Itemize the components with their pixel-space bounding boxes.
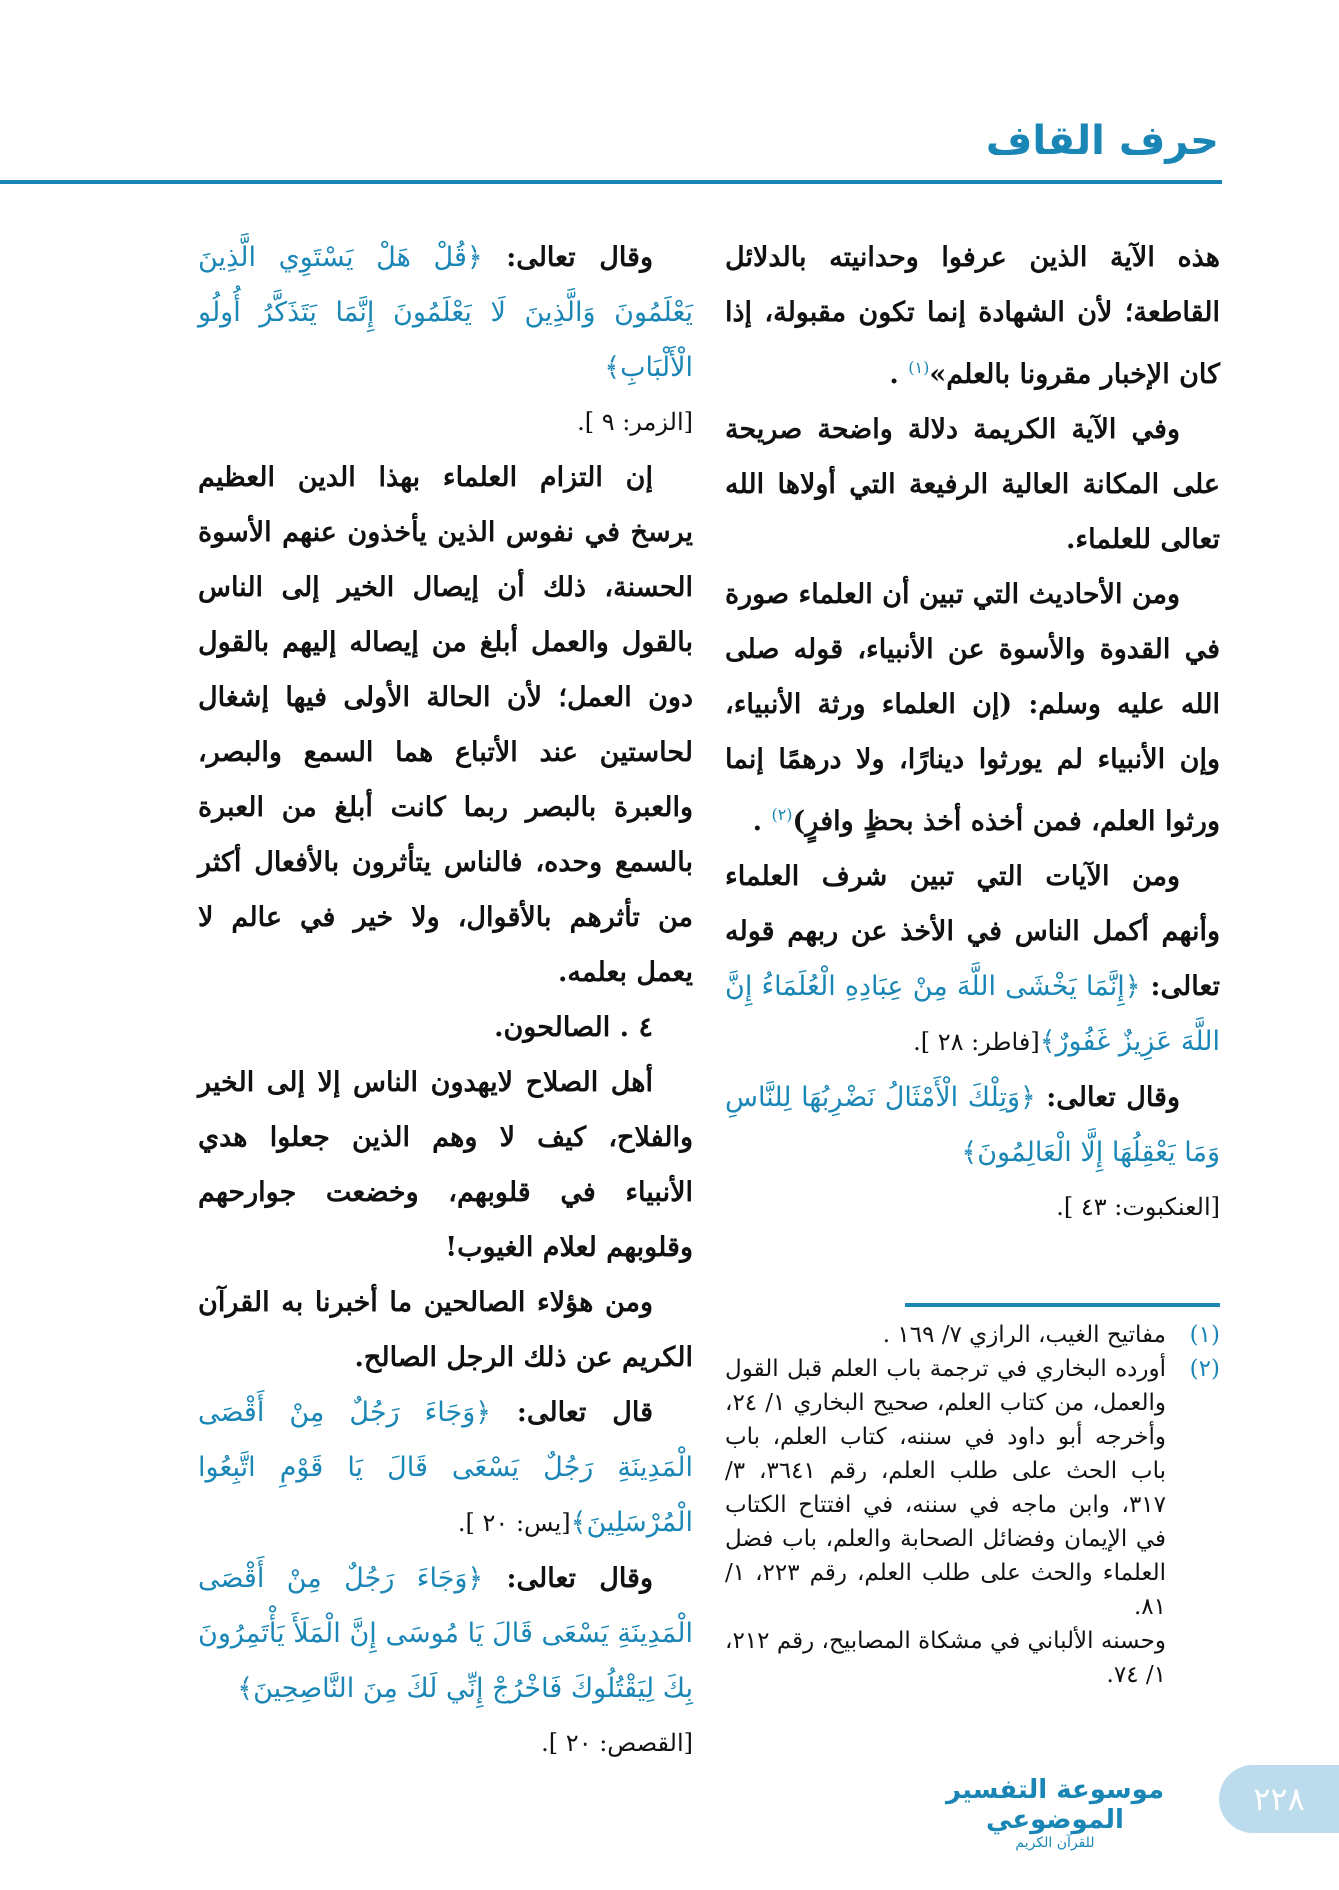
right-column [725, 230, 1220, 1235]
footnote-ref[interactable]: (٢) [771, 805, 793, 824]
quran-verse: ﴿قُلْ هَلْ يَسْتَوِي الَّذِينَ يَعْلَمُونَ وَالَّذِينَ لَا يَعْلَمُونَ إِنَّمَا يَتَذَكَّرُ أُولُو الْأَلْبَابِ﴾ [198, 242, 693, 383]
text: وقال تعالى: [506, 242, 653, 273]
verse-reference: [فاطر: ٢٨ ]. [913, 1028, 1040, 1056]
hadith-text: (إن العلماء ورثة الأنبياء، وإن الأنبياء لم يورثوا دينارًا، ولا درهمًا إنما ورثوا العلم، فمن أخذه أخذ بحظٍ وافرٍ) [725, 689, 1220, 837]
paragraph [198, 1385, 693, 1551]
footnote [725, 1624, 1220, 1692]
footnote-text: مفاتيح الغيب، الرازي ٧/ ١٦٩ . [882, 1322, 1166, 1348]
footnote-text: أورده البخاري في ترجمة باب العلم قبل القول والعمل، من كتاب العلم، صحيح البخاري ١/ ٢٤، وأخرجه أبو داود في سننه، كتاب العلم، باب باب الحث على طلب العلم، رقم ٣٦٤١، ٣/ ٣١٧، وابن ماجه في سننه، في افتتاح الكتاب في الإيمان وفضائل الصحابة والعلم، باب فضل العلماء والحث على طلب العلم، رقم ٢٢٣، ١/ ٨١. [725, 1356, 1166, 1620]
paragraph: أهل الصلاح لايهدون الناس إلا إلى الخير والفلاح، كيف لا وهم الذين جعلوا هدي الأنبياء في قلوبهم، وخضعت جوارحهم وقلوبهم لعلام الغيوب! [198, 1067, 693, 1263]
paragraph [725, 849, 1220, 1070]
text: هذه الآية الذين عرفوا وحدانيته بالدلائل القاطعة؛ لأن الشهادة إنما تكون مقبولة، إذا كان الإخبار مقرونا بالعلم» [725, 242, 1220, 390]
verse-reference: [يس: ٢٠ ]. [457, 1509, 571, 1537]
footnote-ref[interactable]: (١) [908, 358, 930, 377]
paragraph [725, 1070, 1220, 1180]
footnote-number: (٢) [1189, 1356, 1220, 1382]
verse-reference: [الزمر: ٩ ]. [577, 408, 693, 436]
paragraph: هذه الآية الذين عرفوا وحدانيته بالدلائل القاطعة؛ لأن الشهادة إنما تكون مقبولة، إذا كان الإخبار مقرونا بالعلم»$^{(١)}$ . [725, 242, 1220, 390]
footnote-number [1176, 1624, 1220, 1692]
quran-verse: ﴿إِنَّمَا يَخْشَى اللَّهَ مِنْ عِبَادِهِ الْعُلَمَاءُ إِنَّ اللَّهَ عَزِيزٌ غَفُورٌ﴾ [725, 971, 1220, 1057]
paragraph [198, 230, 693, 395]
header-divider [0, 180, 1222, 184]
encyclopedia-logo [930, 1775, 1180, 1851]
verse-reference: [العنكبوت: ٤٣ ]. [1056, 1193, 1220, 1221]
text: ومن الأحاديث التي تبين أن العلماء صورة في القدوة والأسوة عن الأنبياء، قوله صلى الله عليه وسلم: [725, 579, 1220, 720]
logo-subtitle: للقرآن الكريم [1015, 1835, 1095, 1851]
paragraph: إن التزام العلماء بهذا الدين العظيم يرسخ في نفوس الذين يأخذون عنهم الأسوة الحسنة، ذلك أن إيصال الخير إلى الناس بالقول والعمل أبلغ من إيصاله إليهم بالقول دون العمل؛ لأن الحالة الأولى فيها إشغال لحاستين عند الأتباع هما السمع والبصر، والعبرة بالبصر ربما كانت أبلغ من العبرة بالسمع وحده، فالناس يتأثرون بالأفعال أكثر من تأثرهم بالأقوال، ولا خير في عالم لا يعمل بعلمه. [198, 462, 693, 988]
footnote-text: وحسنه الألباني في مشكاة المصابيح، رقم ٢١٢، ١/ ٧٤. [725, 1628, 1166, 1688]
paragraph: وفي الآية الكريمة دلالة واضحة صريحة على المكانة العالية الرفيعة التي أولاها الله تعالى للعلماء. [725, 414, 1220, 555]
footnote-number: (١) [1189, 1322, 1220, 1348]
chapter-title: حرف القاف [985, 118, 1219, 164]
footnote-divider [905, 1303, 1220, 1307]
paragraph [198, 1551, 693, 1716]
verse-reference: [القصص: ٢٠ ]. [541, 1729, 693, 1757]
quran-verse: ﴿وَجَاءَ رَجُلٌ مِنْ أَقْصَى الْمَدِينَةِ رَجُلٌ يَسْعَى قَالَ يَا قَوْمِ اتَّبِعُوا الْمُرْسَلِينَ﴾ [198, 1397, 693, 1538]
footnote [725, 1352, 1220, 1624]
text: ومن الآيات التي تبين شرف العلماء وأنهم أكمل الناس في الأخذ عن ربهم قوله تعالى: [725, 861, 1220, 1002]
footnote [725, 1318, 1220, 1352]
paragraph: ومن هؤلاء الصالحين ما أخبرنا به القرآن الكريم عن ذلك الرجل الصالح. [198, 1287, 693, 1373]
text: قال تعالى: [516, 1397, 653, 1428]
quran-verse: ﴿وَتِلْكَ الْأَمْثَالُ نَضْرِبُهَا لِلنَّاسِ وَمَا يَعْقِلُهَا إِلَّا الْعَالِمُونَ﴾ [725, 1082, 1220, 1168]
left-column [198, 230, 693, 1771]
section-heading: ٤ . الصالحون. [494, 1012, 653, 1043]
logo-title: موسوعة التفسير الموضوعي [945, 1775, 1165, 1835]
paragraph: ومن الأحاديث التي تبين أن العلماء صورة في القدوة والأسوة عن الأنبياء، قوله صلى الله عليه وسلم: (إن العلماء ورثة الأنبياء، وإن الأنبياء لم يورثوا دينارًا، ولا درهمًا إنما ورثوا العلم، فمن أخذه أخذ بحظٍ وافرٍ)$^{(٢)}$ . [725, 579, 1220, 837]
page-number: ٢٢٨ [1219, 1765, 1339, 1833]
text: وقال تعالى: [506, 1563, 654, 1594]
quran-verse: ﴿وَجَاءَ رَجُلٌ مِنْ أَقْصَى الْمَدِينَةِ يَسْعَى قَالَ يَا مُوسَى إِنَّ الْمَلَأَ يَأْتَمِرُونَ بِكَ لِيَقْتُلُوكَ فَاخْرُجْ إِنِّي لَكَ مِنَ النَّاصِحِينَ﴾ [198, 1563, 693, 1704]
text: وقال تعالى: [1046, 1082, 1181, 1113]
footnotes [725, 1318, 1220, 1692]
